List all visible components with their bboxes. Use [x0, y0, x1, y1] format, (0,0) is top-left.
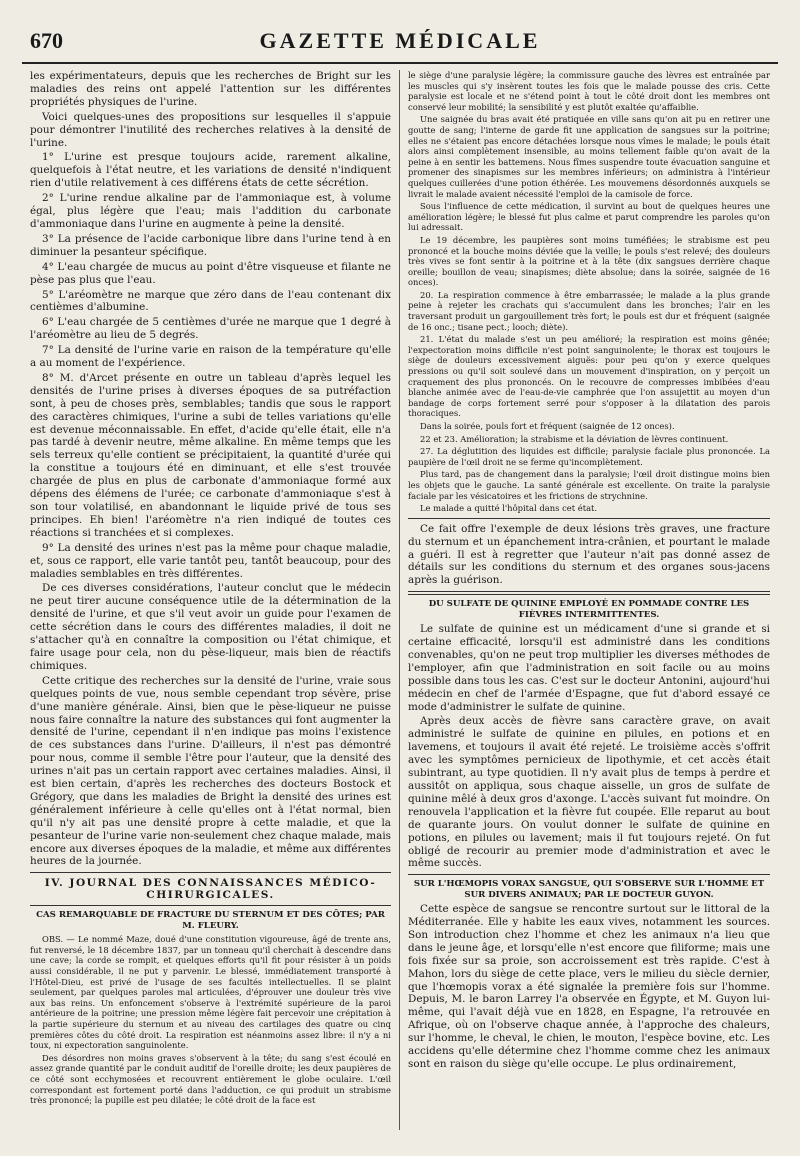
- paragraph: Cette espèce de sangsue se rencontre surtout sur le littoral de la Méditerranée. Elle y habite les eaux vives, notamment les sources. Son introduction chez l'homme et chez les animaux n'a lieu que dans le jeune âge, et lorsqu'elle n'est encore que filiforme; mais une fois fixée sur sa proie, son accroissement est très rapide. C'est à Mahon, lors du siège de cette place, vers le milieu du siècle dernier, que l'hœmopis vorax a été signalée la première fois sur l'homme. Depuis, M. le baron Larrey l'a observée en Égypte, et M. Guyon lui-même, qui l'avait déjà vue en 1828, en Espagne, l'a retrouvée en Afrique, où on l'observe chaque année, à l'approche des chaleurs, sur l'homme, le cheval, le chien, le mouton, l'espèce bovine, etc. Les accidens qu'elle détermine chez l'homme comme chez les animaux sont en raison du siège qu'elle occupe. Le plus ordinairement,: [408, 903, 770, 1070]
- paragraph: Sous l'influence de cette médication, il survint au bout de quelques heures une amélioration légère; le blessé fut plus calme et parut comprendre les paroles qu'on lui adressait.: [408, 201, 770, 233]
- paragraph: 7° La densité de l'urine varie en raison de la température qu'elle a au moment de l'expérience.: [30, 344, 391, 370]
- article-title: DU SULFATE DE QUININE EMPLOYÉ EN POMMADE CONTRE LES FIÈVRES INTERMITTENTES.: [428, 599, 750, 620]
- paragraph: 9° La densité des urines n'est pas la même pour chaque maladie, et, sous ce rapport, elle varie tantôt peu, tantôt beaucoup, pour des maladies semblables en très différentes.: [30, 541, 391, 580]
- paragraph: OBS. — Le nommé Maze, doué d'une constitution vigoureuse, âgé de trente ans, fut renversé, le 18 décembre 1837, par un tonneau qu'il cherchait à descendre dans une cave; la corde se rompit, et quelques efforts qu'il fit pour résister à un poids aussi considérable, il ne put y parvenir. Le blessé, immédiatement transporté à l'Hôtel-Dieu, est privé de l'usage de ses facultés intellectuelles. Il se plaint seulement, par quelques paroles mal articulées, d'éprouver une douleur très vive aux bas reins. Un enfoncement s'observe à l'extrémité supérieure de la paroi antérieure de la poitrine; une pression même légère fait percevoir une crépitation à la partie supérieure du sternum et au niveau des cartilages des quatre ou cinq premières côtes du côté droit. La respiration est néanmoins assez libre: il n'y a ni toux, ni expectoration sanguinolente.: [30, 934, 391, 1051]
- paragraph: Ce fait offre l'exemple de deux lésions très graves, une fracture du sternum et un épanchement intra-crânien, et pourtant le malade a guéri. Il est à regretter que l'auteur n'ait pas donné assez de détails sur les conditions du sternum et des organes sous-jacens après la guérison.: [408, 522, 770, 587]
- paragraph: 1° L'urine est presque toujours acide, rarement alkaline, quelquefois à l'état neutre, et les variations de densité n'indiquent rien d'utile relativement à ces différens états de cette sécrétion.: [30, 151, 391, 190]
- paragraph: Après deux accès de fièvre sans caractère grave, on avait administré le sulfate de quinine en pilules, en potions et en lavemens, et toujours il avait été rejeté. Le troisième accès s'offrit avec les symptômes pernicieux de lipothymie, et cet accès était subintrant, au type quotidien. Il n'y avait plus de temps à perdre et aussitôt on appliqua, sous chaque aisselle, un gros de sulfate de quinine mêlé à deux gros d'axonge. L'accès suivant fut moindre. On renouvela l'application et la fièvre fut coupée. Elle reparut au bout de quarante jours. On voulut donner le sulfate de quinine en potions, en pilules ou lavement; mais il fut toujours rejeté. On fut obligé de recourir au premier mode d'administration et avec le même succès.: [408, 715, 770, 870]
- text-columns: [22, 70, 778, 1130]
- paragraph: Le sulfate de quinine est un médicament d'une si grande et si certaine efficacité, lorsqu'il est administré dans les conditions convenables, qu'on ne peut trop multiplier les diverses méthodes de l'employer, afin que l'administration en soit facile ou au moins possible dans tous les cas. C'est sur le docteur Antonini, aujourd'hui médecin en chef de l'armée d'Espagne, que fut d'abord essayé ce mode d'administrer le sulfate de quinine.: [408, 623, 770, 713]
- paragraph: De ces diverses considérations, l'auteur conclut que le médecin ne peut tirer aucune conséquence utile de la détermination de la densité de l'urine, et que s'il veut avoir un guide pour l'examen de cette sécrétion dans le cours des différentes maladies, il doit ne s'attacher qu'à en connaître la composition ou l'état chimique, et faire usage pour cela, non du pèse-liqueur, mais bien de réactifs chimiques.: [30, 582, 391, 672]
- paragraph: 6° L'eau chargée de 5 centièmes d'urée ne marque que 1 degré à l'aréomètre au lieu de 5 degrés.: [30, 316, 391, 342]
- paragraph: le siège d'une paralysie légère; la commissure gauche des lèvres est entraînée par les muscles qui s'y insèrent toutes les fois que le malade pousse des cris. Cette paralysie est locale et ne s'étend point à tout le côté droit dont les membres ont conservé leur mobilité; la sensibilité y est plutôt exaltée qu'affaiblie.: [408, 70, 770, 112]
- divider: [30, 872, 391, 873]
- article-title: SUR L'HŒMOPIS VORAX SANGSUE, QUI S'OBSERVE SUR L'HOMME ET SUR DIVERS ANIMAUX; PAR LE DOCTEUR GUYON.: [413, 879, 765, 900]
- paragraph: 8° M. d'Arcet présente en outre un tableau d'après lequel les densités de l'urine prises à diverses époques de sa putréfaction sont, à peu de choses près, semblables; tandis que sous le rapport des caractères chimiques, l'urine a subi de telles variations qu'elle est devenue méconnaissable. En effet, d'acide qu'elle était, elle n'a pas tardé à devenir neutre, même alkaline. En même temps que les sels terreux qu'elle contient se précipitaient, la quantité d'urée qui la constitue a toujours été en diminuant, et elle s'est trouvée chargée de plus en plus de carbonate d'ammoniaque formé aux dépens des élémens de l'urée; ce carbonate d'ammoniaque s'est à son tour volatilisé, en abandonnant le liquide privé de tous ses principes. Eh bien! l'aréomètre n'a rien indiqué de toutes ces réactions si tranchées et si complexes.: [30, 371, 391, 539]
- paragraph: Une saignée du bras avait été pratiquée en ville sans qu'on ait pu en retirer une goutte de sang; l'interne de garde fit une application de sangsues sur la poitrine; elles ne s'étaient pas encore détachées lorsque nous vîmes le malade; le pouls était alors ainsi complètement insensible, au moins tellement faible qu'on avait de la peine à en sentir les battemens. Nous fîmes suspendre toute évacuation sanguine et promener des sinapismes sur les membres inférieurs; on administra à l'intérieur quelques cuillerées d'une potion éthérée. Les mouvemens désordonnés auxquels se livrait le malade avaient nécessité l'emploi de la camisole de force.: [408, 114, 770, 199]
- paragraph: les expérimentateurs, depuis que les recherches de Bright sur les maladies des reins ont appelé l'attention sur les différentes propriétés physiques de l'urine.: [30, 70, 391, 108]
- divider: [408, 874, 770, 875]
- paragraph: Dans la soirée, pouls fort et fréquent (saignée de 12 onces).: [420, 421, 675, 431]
- paragraph: Cette critique des recherches sur la densité de l'urine, vraie sous quelques points de vue, nous semble cependant trop sévère, prise d'une manière générale. Ainsi, bien que le pèse-liqueur ne puisse nous faire connaître la nature des substances qui font augmenter la densité de l'urine, cependant il n'en indique pas moins l'existence de ces substances dans l'urine. D'ailleurs, il n'est pas démontré pour nous, comme il semble l'être pour l'auteur, que la densité des urines n'ait pas un certain rapport avec certaines maladies. Ainsi, il est bien certain, d'après les recherches des docteurs Bostock et Grégory, que dans les maladies de Bright la densité des urines est généralement inférieure à celle qu'elles ont à l'état normal, bien qu'il n'y ait pas une densité propre à cette maladie, et que la pesanteur de l'urine varie non-seulement chez chaque malade, mais encore aux diverses époques de la maladie, et même aux différentes heures de la journée.: [30, 674, 391, 868]
- divider: [30, 905, 391, 906]
- left-column: [22, 70, 400, 1130]
- right-column: [400, 70, 778, 1130]
- paragraph: 21. L'état du malade s'est un peu amélioré; la respiration est moins gênée; l'expectoration moins difficile n'est point sanguinolente; le thorax est toujours le siège de douleurs excessivement aiguës: pour peu qu'on y exerce quelques pressions ou qu'il soit soulevé dans un mouvement d'inspiration, on y perçoit un craquement des plus prononcés. On le recouvre de compresses imbibées d'eau blanche animée avec de l'eau-de-vie camphrée que l'on assujettit au moyen d'un bandage de corps fortement serré pour s'opposer à la dilatation des parois thoraciques.: [408, 334, 770, 419]
- double-divider: [408, 591, 770, 595]
- paragraph: 3° La présence de l'acide carbonique libre dans l'urine tend à en diminuer la pesanteur spécifique.: [30, 232, 391, 258]
- page-number: 670: [30, 28, 63, 53]
- paragraph: 5° L'aréomètre ne marque que zéro dans de l'eau contenant dix centièmes d'albumine.: [30, 288, 391, 314]
- page-header: [22, 22, 778, 64]
- paragraph: Le malade a quitté l'hôpital dans cet état.: [420, 503, 598, 514]
- paragraph: 20. La respiration commence à être embarrassée; le malade a la plus grande peine à rejeter les crachats qui s'accumulent dans les bronches; l'air en les traversant produit un gargouillement très fort; le pouls est dur et fréquent (saignée de 16 onc.; tisane pect.; looch; diète).: [408, 289, 770, 332]
- divider: [408, 518, 770, 519]
- paragraph: Voici quelques-unes des propositions sur lesquelles il s'appuie pour démontrer l'inutilité des recherches relatives à la densité de l'urine.: [30, 110, 391, 149]
- article-title: CAS REMARQUABLE DE FRACTURE DU STERNUM ET DES CÔTES; PAR M. FLEURY.: [36, 910, 385, 931]
- paragraph: Plus tard, pas de changement dans la paralysie; l'œil droit distingue moins bien les objets que le gauche. La santé générale est excellente. On traite la paralysie faciale par les vésicatoires et les frictions de strychnine.: [408, 469, 770, 501]
- paragraph: 22 et 23. Amélioration; la strabisme et la déviation de lèvres continuent.: [420, 433, 729, 444]
- paragraph: 2° L'urine rendue alkaline par de l'ammoniaque est, à volume égal, plus légère que l'eau; mais l'addition du carbonate d'ammoniaque dans l'urine en augmente à peine la densité.: [30, 192, 391, 230]
- journal-title: GAZETTE MÉDICALE: [259, 28, 541, 53]
- section-title: IV. JOURNAL DES CONNAISSANCES MÉDICO-CHIRURGICALES.: [44, 877, 377, 902]
- paragraph: Le 19 décembre, les paupières sont moins tuméfiées; le strabisme est peu prononcé et la bouche moins déviée que la veille; le pouls s'est relevé; des douleurs très vives se font sentir à la poitrine et à la tête (dix sangsues derrière chaque oreille; bouillon de veau; sinapismes; diète absolue; dans la soirée, saignée de 16 onces).: [408, 234, 770, 288]
- paragraph: 27. La déglutition des liquides est difficile; paralysie faciale plus prononcée. La paupière de l'œil droit ne se ferme qu'incomplètement.: [408, 446, 770, 467]
- paragraph: 4° L'eau chargée de mucus au point d'être visqueuse et filante ne pèse pas plus que l'eau.: [30, 260, 391, 286]
- paragraph: Des désordres non moins graves s'observent à la tête; du sang s'est écoulé en assez grande quantité par le conduit auditif de l'oreille droite; les deux paupières de ce côté sont ecchymosées et recouvrent entièrement le globe oculaire. L'œil correspondant est fortement porté dans l'adduction, ce qui produit un strabisme très prononcé; la pupille est peu dilatée; le côté droit de la face est: [30, 1052, 391, 1106]
